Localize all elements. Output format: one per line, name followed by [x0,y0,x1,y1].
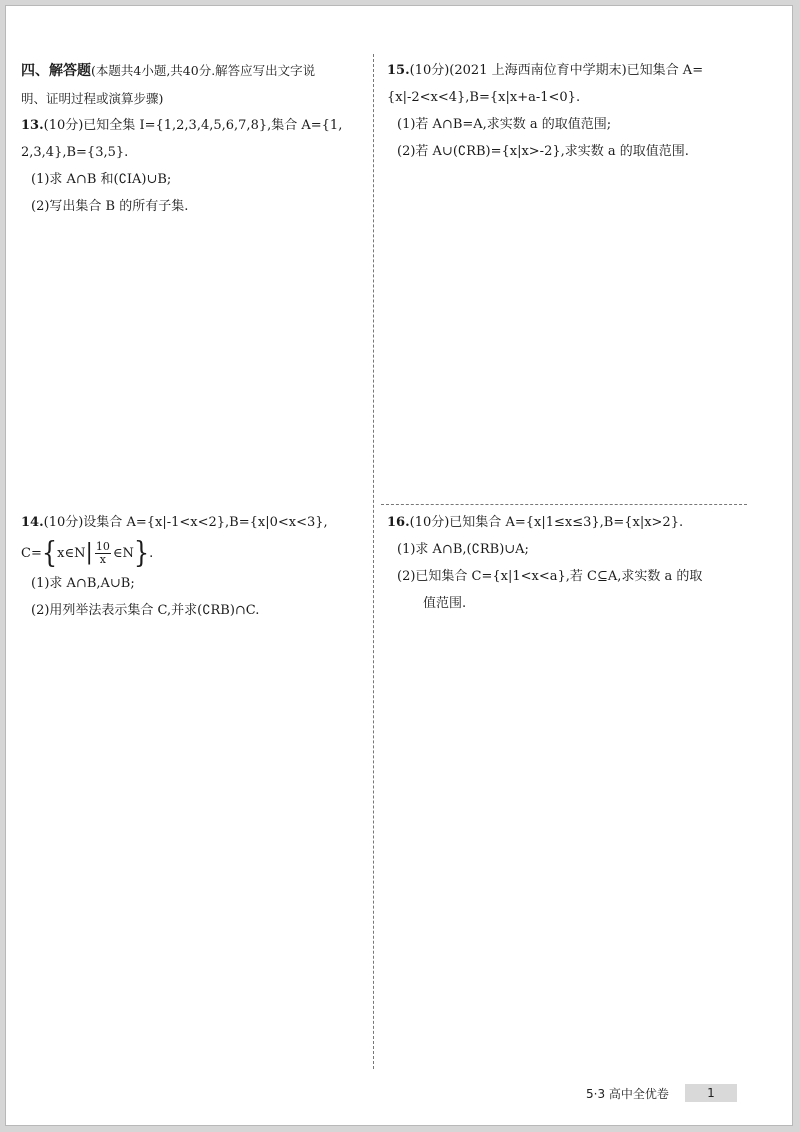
section-note-continued: 明、证明过程或演算步骤) [21,91,164,106]
q16-stem [387,509,737,536]
q15-stem [387,57,737,84]
q15-text-continued: {x|-2<x<4},B={x|x+a-1<0}. [387,90,581,105]
row-divider [381,504,747,505]
q16-sub2: (2)已知集合 C={x|1<x<a},若 C⊆A,求实数 a 的取 [397,569,703,584]
question-13-block [21,57,371,220]
section-note: (本题共4小题,共40分.解答应写出文字说 [91,63,316,78]
q13-text-continued: 2,3,4},B={3,5}. [21,145,129,160]
question-16-block [387,509,737,617]
q14-sub1: (1)求 A∩B,A∪B; [31,576,135,591]
q15-text: (10分)(2021 上海西南位育中学期末)已知集合 A= [409,63,704,78]
q13-sub2: (2)写出集合 B 的所有子集. [31,199,189,214]
q14-number: 14. [21,515,44,530]
q14-fraction-denominator: x [99,552,106,566]
q14-c-var: x∈N [57,545,86,561]
footer-brand: 5·3 高中全优卷 [586,1087,669,1101]
q15-number: 15. [387,63,410,78]
page-number: 1 [685,1084,737,1102]
q16-number: 16. [387,515,410,530]
q14-fraction-numerator: 10 [95,539,110,553]
q16-text: (10分)已知集合 A={x|1≤x≤3},B={x|x>2}. [409,515,684,530]
section-title: 四、解答题 [21,63,91,79]
q13-number: 13. [21,118,44,133]
left-brace-icon: { [41,536,58,570]
q13-sub1: (1)求 A∩B 和(∁IA)∪B; [31,172,172,187]
q16-sub1: (1)求 A∩B,(∁RB)∪A; [397,542,529,557]
q13-stem [21,112,371,139]
question-15-block [387,57,737,165]
q14-c-tail: ∈N [112,545,134,561]
q14-set-c [21,536,371,570]
q16-sub2-continued: 值范围. [423,596,467,611]
q13-text: (10分)已知全集 I={1,2,3,4,5,6,7,8},集合 A={1, [43,118,343,133]
q14-sub2: (2)用列举法表示集合 C,并求(∁RB)∩C. [31,603,260,618]
section-header [21,57,371,85]
column-divider [373,54,374,1069]
q15-sub1: (1)若 A∩B=A,求实数 a 的取值范围; [397,117,612,132]
q14-fraction [95,541,111,566]
question-14-block [21,509,371,624]
q15-sub2: (2)若 A∪(∁RB)={x|x>-2},求实数 a 的取值范围. [397,144,689,159]
vertical-bar-icon: | [85,540,93,565]
q14-text: (10分)设集合 A={x|-1<x<2},B={x|0<x<3}, [43,515,328,530]
exam-page [5,5,793,1126]
right-brace-icon: } [133,536,150,570]
q14-c-end: . [149,545,154,561]
q14-c-prefix: C= [21,545,42,561]
q14-stem [21,509,371,536]
